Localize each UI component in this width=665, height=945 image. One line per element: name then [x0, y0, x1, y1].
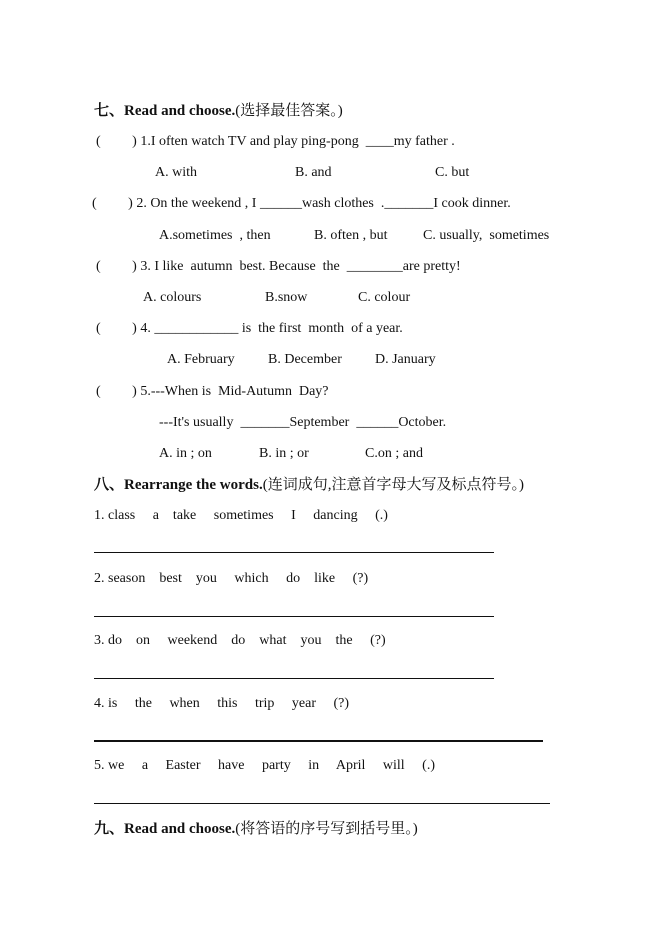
question-5-option-a: A. in ; on [159, 446, 212, 461]
section-7-title [94, 102, 343, 120]
rearrange-item-5: 5. we a Easter have party in April will (.) [94, 758, 435, 773]
question-5-option-b: B. in ; or [259, 446, 309, 461]
answer-line-2[interactable] [94, 616, 494, 617]
rearrange-item-2: 2. season best you which do like (?) [94, 571, 369, 586]
question-1-option-b: B. and [295, 165, 332, 180]
section-7-note: (选择最佳答案。) [235, 103, 343, 119]
question-4-option-b: B. December [268, 352, 342, 367]
question-1-option-c: C. but [435, 165, 470, 180]
question-2-option-a: A.sometimes , then [159, 228, 271, 243]
question-2-option-b: B. often , but [314, 228, 388, 243]
section-9-note: (将答语的序号写到括号里。) [235, 821, 418, 837]
section-8-heading: 八、Rearrange the words. [94, 477, 263, 493]
question-3-option-a: A. colours [143, 290, 202, 305]
question-5-option-c: C.on ; and [365, 446, 423, 461]
question-2-stem: ( ) 2. On the weekend , I ______wash clothes ._______I cook dinner. [92, 196, 511, 211]
question-3-option-b: B.snow [265, 290, 308, 305]
rearrange-item-3: 3. do on weekend do what you the (?) [94, 633, 386, 648]
question-1-option-a: A. with [155, 165, 197, 180]
section-8-title [94, 476, 524, 494]
question-5-stem: ( ) 5.---When is Mid-Autumn Day? [96, 384, 329, 399]
question-3-option-c: C. colour [358, 290, 411, 305]
section-8-note: (连词成句,注意首字母大写及标点符号。) [262, 477, 524, 493]
section-7-heading: 七、Read and choose. [94, 103, 236, 119]
question-5-stem-answer: ---It's usually _______September ______October. [159, 415, 447, 430]
rearrange-item-4: 4. is the when this trip year (?) [94, 696, 350, 711]
question-3-stem: ( ) 3. I like autumn best. Because the ________are pretty! [96, 259, 461, 274]
section-9-heading: 九、Read and choose. [94, 821, 236, 837]
section-9-title [94, 820, 418, 838]
rearrange-item-1: 1. class a take sometimes I dancing (.) [94, 508, 388, 523]
question-1-stem: ( ) 1.I often watch TV and play ping-pong ____my father . [96, 134, 455, 149]
answer-line-3[interactable] [94, 678, 494, 679]
question-2-option-c: C. usually, sometimes [423, 228, 550, 243]
question-4-option-a: A. February [167, 352, 235, 367]
answer-line-4[interactable] [94, 740, 543, 742]
answer-line-5[interactable] [94, 803, 550, 804]
question-4-option-c: D. January [375, 352, 436, 367]
question-4-stem: ( ) 4. ____________ is the first month of a year. [96, 321, 403, 336]
answer-line-1[interactable] [94, 552, 494, 553]
